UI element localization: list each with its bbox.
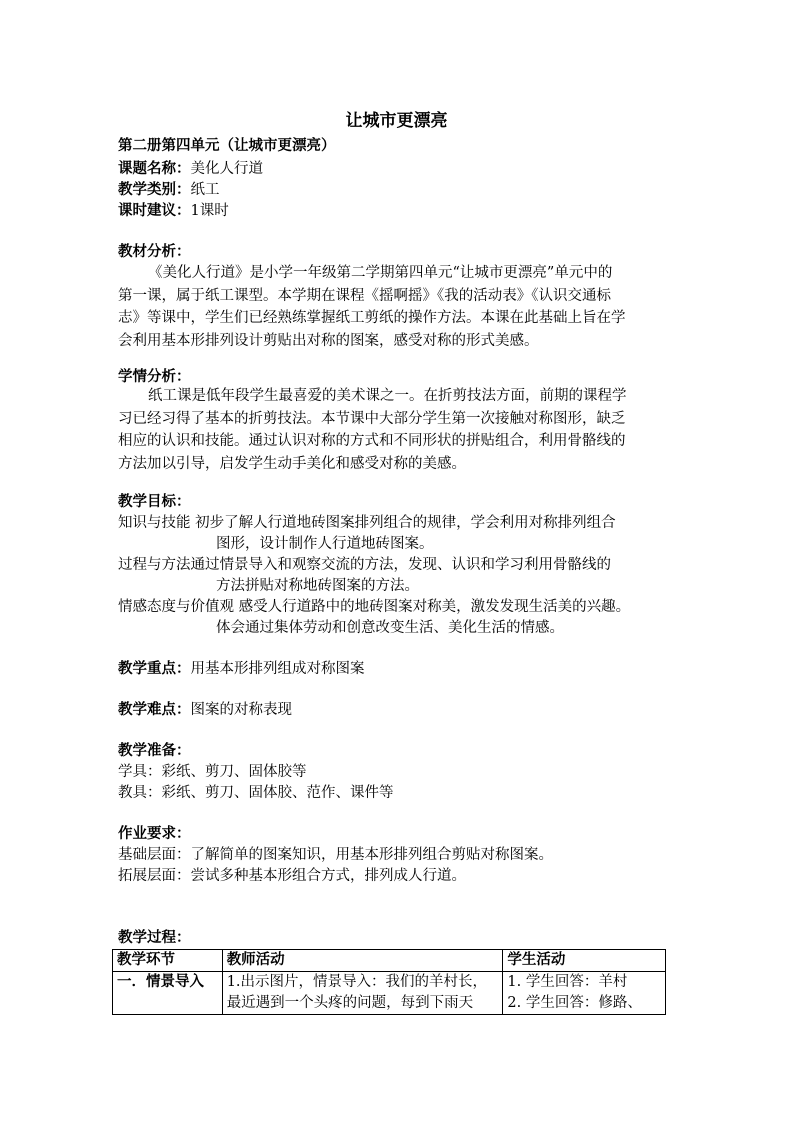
header-teacher: 教师活动: [222, 950, 503, 972]
analysis-line: 第一课，属于纸工课型。本学期在课程《摇啊摇》《我的活动表》《认识交通标: [118, 287, 611, 304]
process-heading: 教学过程：: [118, 930, 191, 946]
table-row: [113, 972, 666, 1015]
unit-line: 第二册第四单元（让城市更漂亮）: [118, 138, 336, 154]
process-table: [112, 949, 666, 1015]
goal-knowledge: [118, 513, 616, 533]
hours-label: 课时建议：: [118, 203, 191, 219]
difficulty-value: 图案的对称表现: [190, 702, 292, 718]
student-line: 1. 学生回答：羊村: [507, 974, 628, 990]
learners-line: 方法加以引导，启发学生动手美化和感受对称的美感。: [118, 455, 466, 472]
analysis-heading: 教材分析：: [118, 244, 191, 260]
header-student: 学生活动: [503, 950, 666, 972]
prep-teacher: 教具：彩纸、剪刀、固体胶、范作、课件等: [118, 785, 394, 801]
goal-process-cont: 方法拼贴对称地砖图案的方法。: [216, 578, 419, 594]
topic-value: 美化人行道: [190, 161, 263, 177]
goal-text: 感受人行道路中的地砖图案对称美，激发发现生活美的兴趣。: [238, 599, 631, 615]
goal-knowledge-cont: 图形，设计制作人行道地砖图案。: [216, 536, 434, 552]
analysis-line: 会利用基本形排列设计剪贴出对称的图案，感受对称的形式美感。: [118, 332, 539, 349]
learners-heading: 学情分析：: [118, 369, 191, 385]
prep-heading: 教学准备：: [118, 743, 191, 759]
learners-line: 相应的认识和技能。通过认识对称的方式和不同形状的拼贴组合，利用骨骼线的: [118, 433, 626, 449]
goal-label: 过程与方法: [118, 557, 191, 573]
goal-label: 知识与技能: [118, 515, 191, 531]
prep-student: 学具：彩纸、剪刀、固体胶等: [118, 764, 307, 780]
category-label: 教学类别：: [118, 182, 191, 198]
row-stage: 一．情景导入: [113, 972, 223, 1015]
learners-line: 习已经习得了基本的折剪技法。本节课中大部分学生第一次接触对称图形，缺乏: [118, 410, 626, 427]
goals-heading: 教学目标：: [118, 494, 191, 510]
goal-text: 通过情景导入和观察交流的方法，发现、认识和学习利用骨骼线的: [190, 557, 611, 573]
row-teacher: [222, 972, 503, 1015]
homework-basic: 基础层面：了解简单的图案知识，用基本形排列组合剪贴对称图案。: [118, 847, 553, 863]
goal-label: 情感态度与价值观: [118, 599, 234, 615]
teacher-line: 1.出示图片，情景导入：我们的羊村长，: [226, 974, 488, 990]
teacher-line: 最近遇到一个头疼的问题，每到下雨天: [226, 995, 474, 1011]
category-line: [118, 180, 220, 200]
learners-line: 纸工课是低年段学生最喜爱的美术课之一。在折剪技法方面，前期的课程学: [148, 388, 627, 404]
homework-heading: 作业要求：: [118, 826, 191, 842]
table-header-row: [113, 950, 666, 972]
topic-line: [118, 159, 263, 179]
difficulty-label: 教学难点：: [118, 702, 191, 718]
learners-paragraph: [118, 385, 678, 475]
goal-text: 初步了解人行道地砖图案排列组合的规律，学会利用对称排列组合: [195, 515, 616, 531]
hours-line: [118, 201, 229, 221]
key-point-value: 用基本形排列组成对称图案: [190, 661, 365, 677]
hours-value: 1课时: [190, 203, 229, 219]
row-student: [503, 972, 666, 1015]
document-title: 让城市更漂亮: [345, 111, 448, 131]
category-value: 纸工: [190, 182, 220, 198]
difficulty-line: [118, 700, 292, 720]
analysis-line: 《美化人行道》是小学一年级第二学期第四单元“让城市更漂亮”单元中的: [148, 265, 613, 281]
topic-label: 课题名称：: [118, 161, 191, 177]
key-point-label: 教学重点：: [118, 661, 191, 677]
homework-extended: 拓展层面：尝试多种基本形组合方式，排列成人行道。: [118, 868, 466, 884]
analysis-line: 志》等课中，学生们已经熟练掌握纸工剪纸的操作方法。本课在此基础上旨在学: [118, 310, 626, 326]
analysis-paragraph: [118, 262, 678, 352]
header-stage: 教学环节: [113, 950, 223, 972]
student-line: 2. 学生回答：修路、: [507, 995, 642, 1011]
goal-emotion: [118, 597, 630, 617]
goal-emotion-cont: 体会通过集体劳动和创意改变生活、美化生活的情感。: [216, 620, 564, 636]
key-point-line: [118, 659, 365, 679]
goal-process: [118, 555, 611, 575]
